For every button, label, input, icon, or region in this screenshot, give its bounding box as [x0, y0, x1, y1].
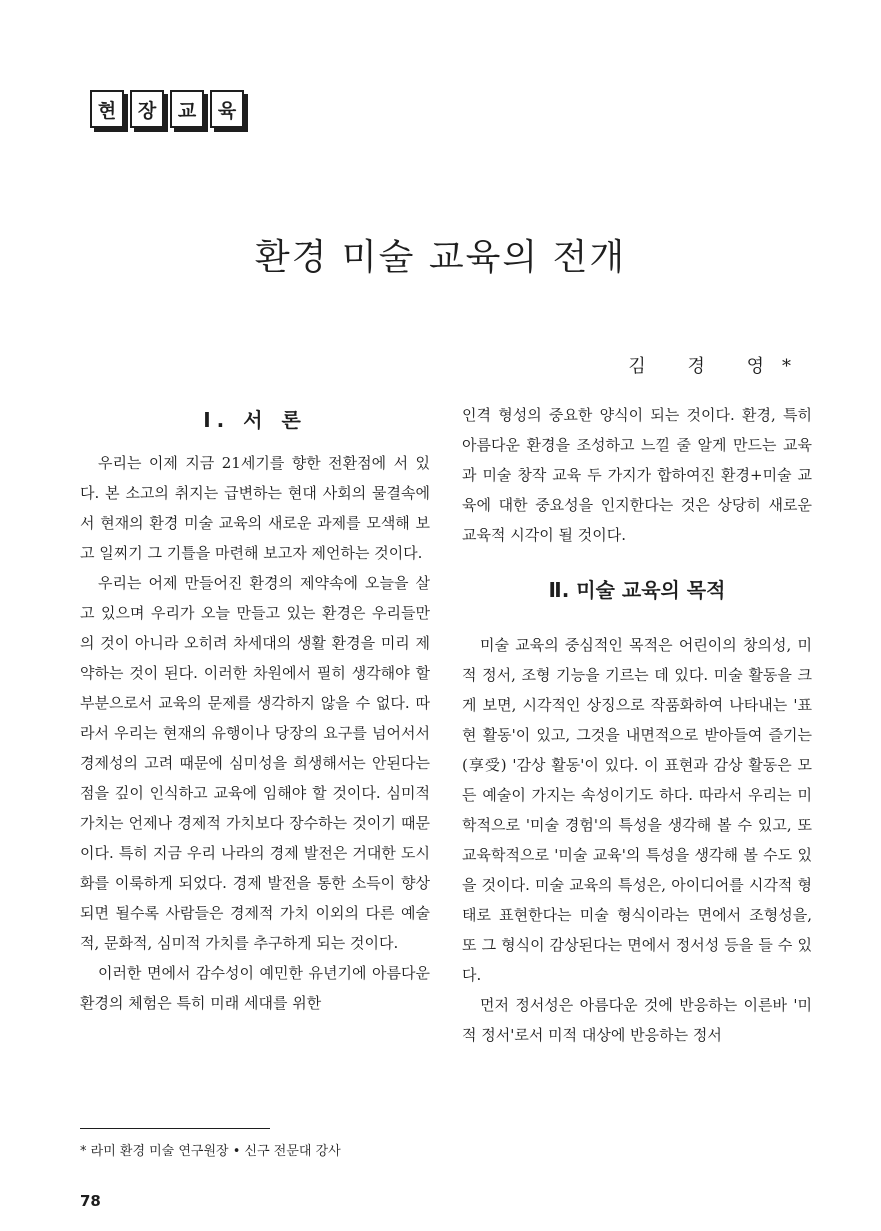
page-number: 78	[80, 1192, 101, 1210]
body-paragraph: 미술 교육의 중심적인 목적은 어린이의 창의성, 미적 정서, 조형 기능을 기르는 데 있다. 미술 활동을 크게 보면, 시각적인 상징으로 작품화하여 나타내는 '표현 활동'이 있고, 그것을 내면적으로 받아들여 즐기는(享受) '감상 활동'이 있다. 이 표현과 감상 활동은 모든 예술이 가지는 속성이기도 하다. 따라서 우리는 미학적으로 '미술 경험'의 특성을 생각해 볼 수 있고, 또 교육학적으로 '미술 교육'의 특성을 생각해 볼 수도 있을 것이다. 미술 교육의 특성은, 아이디어를 시각적 형태로 표현한다는 미술 형식이라는 면에서 조형성을, 또 그 형식이 감상된다는 면에서 정서성 등을 들 수 있다.	[462, 636, 812, 984]
article-title: 환경 미술 교육의 전개	[254, 237, 627, 279]
section-heading: Ⅰ. 서 론	[203, 408, 307, 432]
badge-char: 육	[210, 90, 244, 128]
footnote: * 라미 환경 미술 연구원장 • 신구 전문대 강사	[80, 1144, 341, 1159]
body-paragraph: 우리는 어제 만들어진 환경의 제약속에 오늘을 살고 있으며 우리가 오늘 만들고 있는 환경은 우리들만의 것이 아니라 오히려 차세대의 생활 환경을 미리 제약하는 것이 된다. 이러한 차원에서 필히 생각해야 할 부분으로서 교육의 문제를 생각하지 않을 수 없다. 따라서 우리는 현재의 유행이나 당장의 요구를 넘어서서 경제성의 고려 때문에 심미성을 희생해서는 안된다는 점을 깊이 인식하고 교육에 임해야 할 것이다. 심미적 가치는 언제나 경제적 가치보다 장수하는 것이기 때문이다. 특히 지금 우리 나라의 경제 발전은 거대한 도시화를 이룩하게 되었다. 경제 발전을 통한 소득이 향상되면 될수록 사람들은 경제적 가치 이외의 다른 예술적, 문화적, 심미적 가치를 추구하게 되는 것이다.	[80, 574, 430, 952]
section-heading: Ⅱ. 미술 교육의 목적	[548, 578, 726, 602]
badge-char: 장	[130, 90, 164, 128]
section-badge	[90, 90, 250, 128]
badge-char: 교	[170, 90, 204, 128]
body-paragraph: 인격 형성의 중요한 양식이 되는 것이다. 환경, 특히 아름다운 환경을 조성하고 느낄 줄 알게 만드는 교육과 미술 창작 교육 두 가지가 합하여진 환경+미술 교육에 대한 중요성을 인지한다는 것은 상당히 새로운 교육적 시각이 될 것이다.	[462, 406, 812, 544]
footnote-divider	[80, 1128, 270, 1129]
badge-char: 현	[90, 90, 124, 128]
body-paragraph: 이러한 면에서 감수성이 예민한 유년기에 아름다운 환경의 체험은 특히 미래 세대를 위한	[80, 964, 430, 1012]
right-column	[462, 400, 812, 1050]
left-column	[80, 400, 430, 1018]
body-paragraph: 우리는 이제 지금 21세기를 향한 전환점에 서 있다. 본 소고의 취지는 급변하는 현대 사회의 물결속에서 현재의 환경 미술 교육의 새로운 과제를 모색해 보고 일찌기 그 기틀을 마련해 보고자 제언하는 것이다.	[80, 454, 430, 562]
body-paragraph: 먼저 정서성은 아름다운 것에 반응하는 이른바 '미적 정서'로서 미적 대상에 반응하는 정서	[462, 996, 812, 1044]
author-name: 김 경 영*	[628, 356, 809, 377]
